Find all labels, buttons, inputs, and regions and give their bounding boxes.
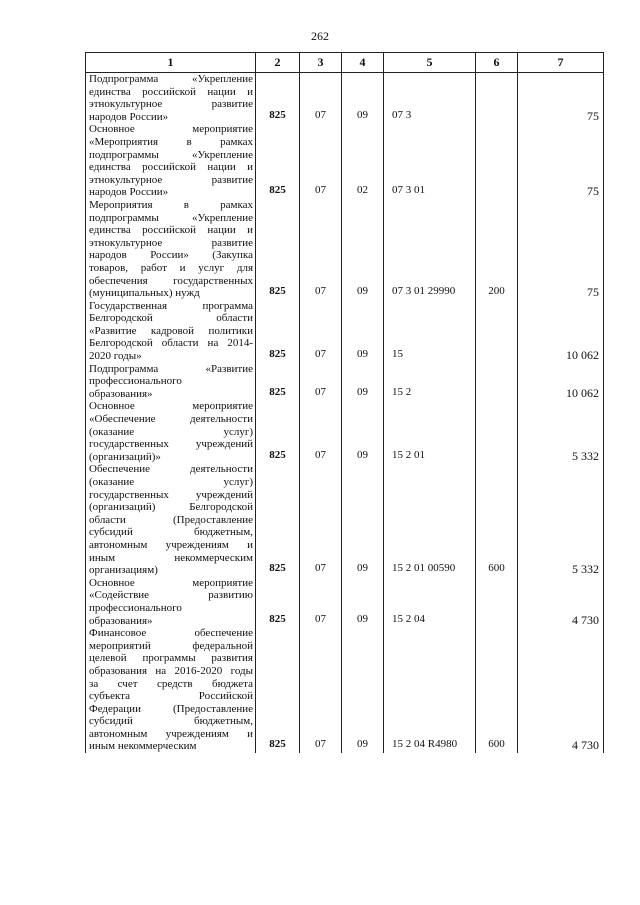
description-line: этнокультурное развитие [89, 173, 253, 186]
cell-admin-code: 825 [256, 363, 300, 401]
cell-target-article: 07 3 01 [384, 123, 476, 199]
cell-expense-type [476, 73, 518, 124]
cell-amount: 4 730 [518, 627, 604, 753]
description-line: единства российской нации и [89, 161, 253, 174]
description-line: обеспечения государственных [89, 274, 253, 287]
description-line: профессионального [89, 601, 182, 614]
description-line: народов России» [89, 110, 169, 123]
description-line: государственных учреждений [89, 488, 253, 501]
description-line: (оказание услуг) [89, 425, 253, 438]
description-line: (организаций)» [89, 450, 161, 463]
description-line: образования» [89, 387, 153, 400]
row-description [86, 73, 256, 124]
description-line: автономным учреждениям и [89, 538, 253, 551]
description-line: Федерации (Предоставление [89, 702, 253, 715]
row-description [86, 199, 256, 300]
description-line: «Мероприятия в рамках [89, 135, 253, 148]
cell-target-article: 15 2 04 R4980 [384, 627, 476, 753]
description-line: 2020 годы» [89, 350, 142, 363]
cell-expense-type [476, 577, 518, 627]
cell-amount: 10 062 [518, 363, 604, 401]
cell-expense-type [476, 300, 518, 363]
cell-admin-code: 825 [256, 300, 300, 363]
table-row [86, 627, 604, 753]
cell-expense-type: 600 [476, 463, 518, 576]
cell-expense-type [476, 363, 518, 401]
description-line: (оказание услуг) [89, 476, 253, 488]
description-line: единства российской нации и [89, 224, 253, 237]
description-line: Подпрограмма «Укрепление [89, 73, 253, 85]
cell-target-article: 07 3 01 29990 [384, 199, 476, 300]
cell-admin-code: 825 [256, 627, 300, 753]
cell-amount: 5 332 [518, 463, 604, 576]
cell-subsection: 09 [342, 627, 384, 753]
description-line: Обеспечение деятельности [89, 463, 253, 476]
cell-admin-code: 825 [256, 577, 300, 627]
description-line: «Обеспечение деятельности [89, 413, 253, 426]
table-body [86, 73, 604, 754]
row-description [86, 463, 256, 576]
description-line: Основное мероприятие [89, 123, 253, 136]
cell-target-article: 15 2 01 [384, 400, 476, 463]
header-col-7: 7 [518, 53, 604, 73]
description-line: организациям) [89, 564, 158, 577]
table-row [86, 199, 604, 300]
description-line: образования на 2016-2020 годы [89, 664, 253, 677]
description-line: этнокультурное развитие [89, 236, 253, 249]
table-row [86, 123, 604, 199]
row-description [86, 577, 256, 627]
row-description [86, 300, 256, 363]
header-col-3: 3 [300, 53, 342, 73]
cell-section: 07 [300, 199, 342, 300]
header-col-1: 1 [86, 53, 256, 73]
description-line: государственных учреждений [89, 438, 253, 451]
cell-admin-code: 825 [256, 123, 300, 199]
description-line: образования» [89, 614, 153, 627]
table-row [86, 577, 604, 627]
page-number: 262 [311, 29, 329, 43]
description-line: единства российской нации и [89, 85, 253, 98]
table-row [86, 73, 604, 124]
cell-section: 07 [300, 363, 342, 401]
description-line: народов России» (Закупка [89, 249, 253, 262]
header-col-2: 2 [256, 53, 300, 73]
cell-expense-type [476, 123, 518, 199]
cell-subsection: 09 [342, 463, 384, 576]
cell-amount: 4 730 [518, 577, 604, 627]
header-col-5: 5 [384, 53, 476, 73]
description-line: Основное мероприятие [89, 576, 253, 589]
description-line: Финансовое обеспечение [89, 627, 253, 640]
cell-expense-type: 200 [476, 199, 518, 300]
budget-table [85, 52, 604, 753]
description-line: области (Предоставление [89, 513, 253, 526]
cell-subsection: 09 [342, 300, 384, 363]
description-line: Государственная программа [89, 299, 253, 312]
description-line: «Содействие развитию [89, 589, 253, 602]
description-line: субъекта Российской [89, 690, 253, 703]
description-line: Белгородской области [89, 312, 253, 325]
row-description [86, 123, 256, 199]
description-line: субсидий бюджетным, [89, 526, 253, 539]
description-line: товаров, работ и услуг для [89, 261, 253, 274]
cell-admin-code: 825 [256, 400, 300, 463]
cell-subsection: 09 [342, 73, 384, 124]
header-col-4: 4 [342, 53, 384, 73]
cell-subsection: 09 [342, 363, 384, 401]
table-header [86, 53, 604, 73]
description-line: подпрограммы «Укрепление [89, 148, 253, 161]
table-row [86, 300, 604, 363]
cell-admin-code: 825 [256, 73, 300, 124]
row-description [86, 363, 256, 401]
cell-target-article: 15 2 04 [384, 577, 476, 627]
description-line: (организаций) Белгородской [89, 501, 253, 514]
description-line: народов России» [89, 186, 169, 199]
description-line: автономным учреждениям и [89, 727, 253, 740]
table-row [86, 400, 604, 463]
cell-subsection: 09 [342, 577, 384, 627]
cell-section: 07 [300, 577, 342, 627]
cell-target-article: 15 [384, 300, 476, 363]
description-line: (муниципальных) нужд [89, 287, 200, 300]
cell-section: 07 [300, 300, 342, 363]
cell-target-article: 07 3 [384, 73, 476, 124]
cell-expense-type [476, 400, 518, 463]
row-description [86, 400, 256, 463]
description-line: целевой программы развития [89, 652, 253, 665]
description-line: за счет средств бюджета [89, 677, 253, 690]
table-row [86, 363, 604, 401]
description-line: мероприятий федеральной [89, 639, 253, 652]
description-line: подпрограммы «Укрепление [89, 211, 253, 224]
description-line: «Развитие кадровой политики [89, 324, 253, 337]
cell-admin-code: 825 [256, 199, 300, 300]
description-line: Основное мероприятие [89, 400, 253, 413]
cell-section: 07 [300, 627, 342, 753]
cell-amount: 75 [518, 123, 604, 199]
table-row [86, 463, 604, 576]
cell-amount: 75 [518, 199, 604, 300]
cell-admin-code: 825 [256, 463, 300, 576]
description-line: субсидий бюджетным, [89, 715, 253, 728]
header-col-6: 6 [476, 53, 518, 73]
cell-target-article: 15 2 [384, 363, 476, 401]
description-line: профессионального [89, 375, 182, 388]
cell-section: 07 [300, 123, 342, 199]
cell-amount: 5 332 [518, 400, 604, 463]
row-description [86, 627, 256, 753]
cell-subsection: 02 [342, 123, 384, 199]
cell-amount: 75 [518, 73, 604, 124]
cell-subsection: 09 [342, 400, 384, 463]
cell-expense-type: 600 [476, 627, 518, 753]
cell-section: 07 [300, 73, 342, 124]
description-line: этнокультурное развитие [89, 98, 253, 111]
cell-subsection: 09 [342, 199, 384, 300]
description-line: Белгородской области на 2014- [89, 337, 253, 350]
cell-section: 07 [300, 400, 342, 463]
cell-target-article: 15 2 01 00590 [384, 463, 476, 576]
description-line: Мероприятия в рамках [89, 198, 253, 211]
cell-section: 07 [300, 463, 342, 576]
description-line: иным некоммерческим [89, 740, 197, 753]
description-line: Подпрограмма «Развитие [89, 362, 253, 375]
description-line: иным некоммерческим [89, 551, 253, 564]
cell-amount: 10 062 [518, 300, 604, 363]
